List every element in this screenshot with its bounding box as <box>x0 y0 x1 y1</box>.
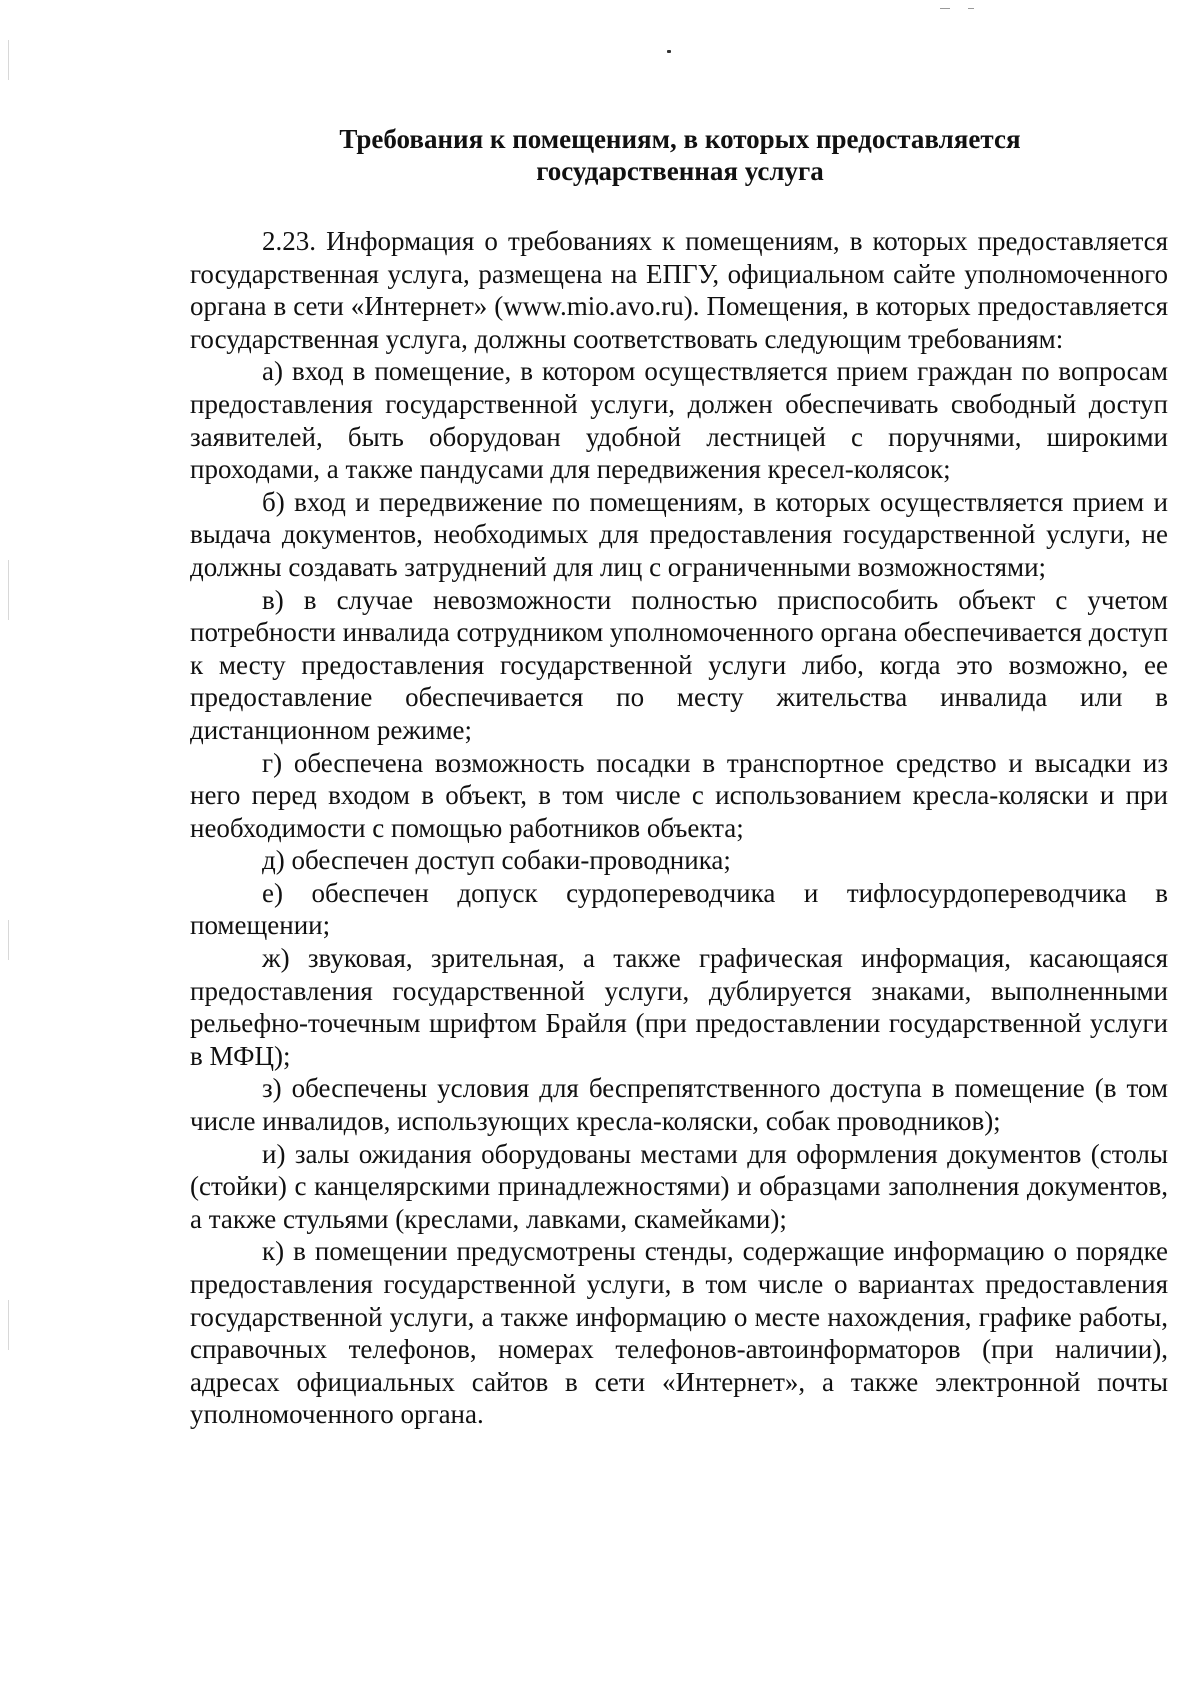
paragraph-item-b: б) вход и передвижение по помещениям, в которых осуществляется прием и выдача документов, необходимых для предоставления государственной услуги, не должны создавать затруднений для лиц с ограниченными возможностями; <box>190 486 1168 582</box>
section-title-line-1: Требования к помещениям, в которых предоставляется <box>339 124 1021 154</box>
scan-margin-mark <box>8 1300 9 1350</box>
scan-artifact-dash <box>940 8 950 9</box>
paragraph-2-23: 2.23. Информация о требованиях к помещениям, в которых предоставляется государственная услуга, размещена на ЕПГУ, официальном сайте уполномоченного органа в сети «Интернет» (www.mio.avo.ru). Помещения, в которых предоставляется государственная услуга, должны соответствовать следующим требованиям: <box>190 226 1168 354</box>
paragraph-item-a: а) вход в помещение, в котором осуществляется прием граждан по вопросам предоставления государственной услуги, должен обеспечивать свободный доступ заявителей, быть оборудован удобной лестницей с поручнями, широкими проходами, а также пандусами для передвижения кресел-колясок; <box>190 356 1168 485</box>
paragraph-item-d: д) обеспечен доступ собаки-проводника; <box>262 845 731 876</box>
scan-margin-mark <box>8 40 9 80</box>
paragraph-item-z: з) обеспечены условия для беспрепятственного доступа в помещение (в том числе инвалидов, использующих кресла-коляски, собак проводников); <box>190 1073 1168 1137</box>
paragraph-item-v: в) в случае невозможности полностью приспособить объект с учетом потребности инвалида сотрудником уполномоченного органа обеспечивается доступ к месту предоставления государственной услуги либо, когда это возможно, ее предоставление обеспечивается по месту жительства инвалида или в дистанционном режиме; <box>190 584 1168 745</box>
scan-margin-mark <box>8 560 9 620</box>
scan-artifact-dash <box>968 8 974 9</box>
paragraph-item-e: е) обеспечен допуск сурдопереводчика и тифлосурдопереводчика в помещении; <box>190 877 1168 941</box>
section-title <box>190 123 1170 187</box>
paragraph-item-k: к) в помещении предусмотрены стенды, содержащие информацию о порядке предоставления государственной услуги, в том числе о вариантах предоставления государственной услуги, а также информацию о месте нахождения, графике работы, справочных телефонов, номерах телефонов-автоинформаторов (при наличии), адресах официальных сайтов в сети «Интернет», а также электронной почты уполномоченного органа. <box>190 1236 1168 1430</box>
scan-artifact-dot <box>667 50 671 53</box>
document-body <box>190 225 1168 1431</box>
section-title-line-2: государственная услуга <box>536 156 824 186</box>
paragraph-item-g: г) обеспечена возможность посадки в транспортное средство и высадки из него перед входом в объект, в том числе с использованием кресла-коляски и при необходимости с помощью работников объекта; <box>190 747 1168 843</box>
scan-margin-mark <box>8 920 9 960</box>
paragraph-item-zh: ж) звуковая, зрительная, а также графическая информация, касающаяся предоставления государственной услуги, дублируется знаками, выполненными рельефно-точечным шрифтом Брайля (при предоставлении государственной услуги в МФЦ); <box>190 943 1168 1071</box>
paragraph-item-i: и) залы ожидания оборудованы местами для оформления документов (столы (стойки) с канцелярскими принадлежностями) и образцами заполнения документов, а также стульями (креслами, лавками, скамейками); <box>190 1138 1168 1234</box>
